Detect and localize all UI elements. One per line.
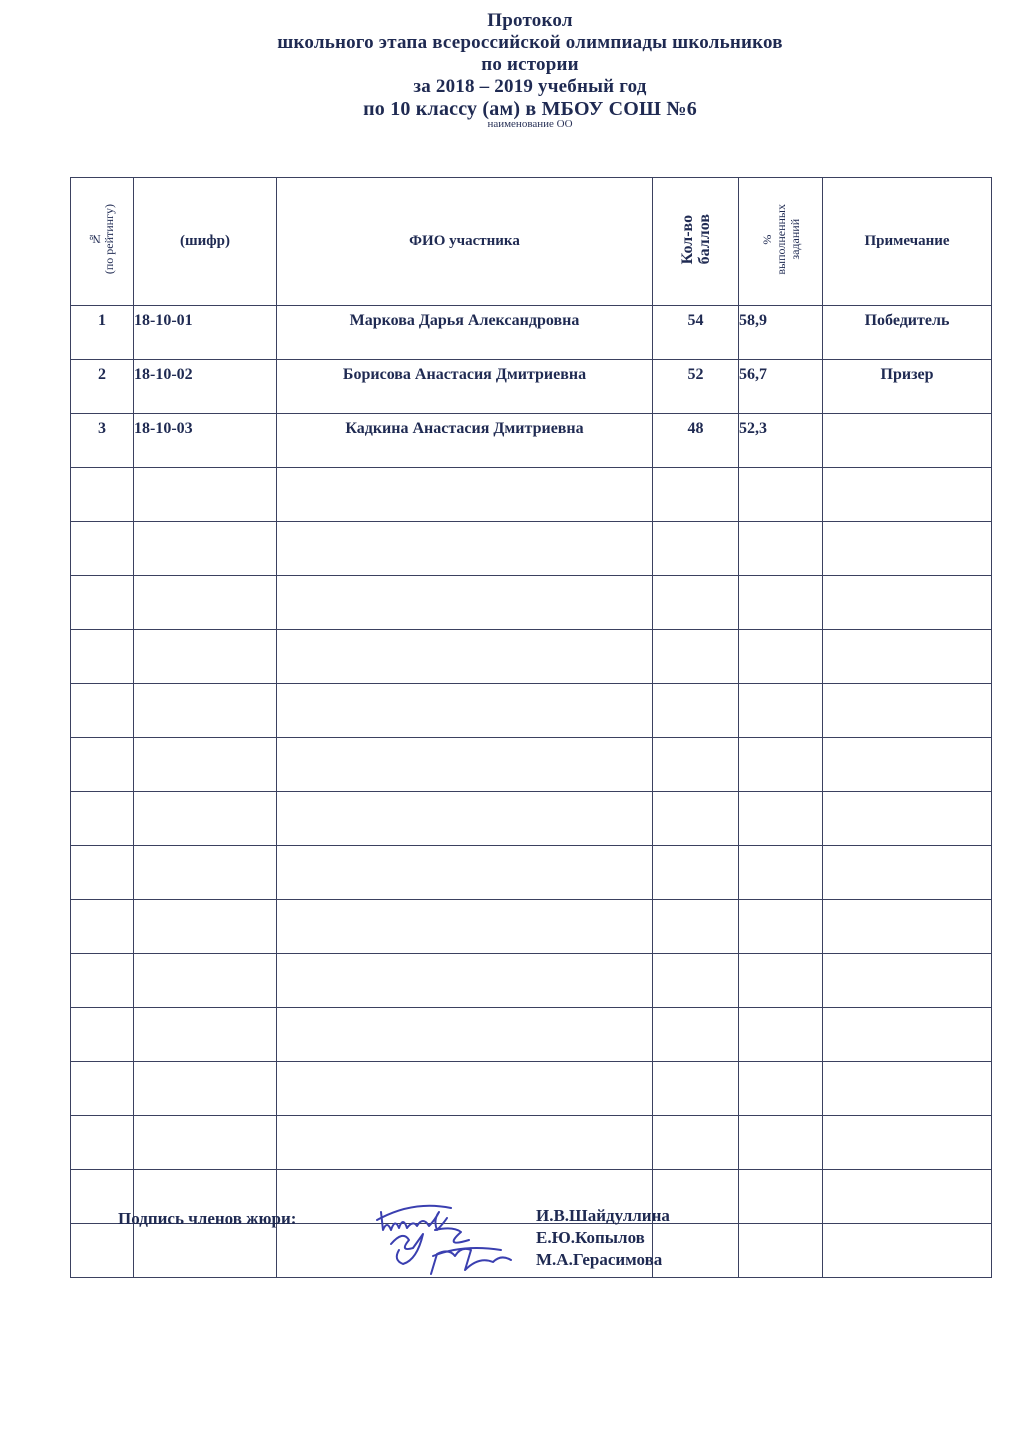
cell-score xyxy=(653,1116,739,1170)
table-row xyxy=(71,360,992,414)
cell-note xyxy=(823,1062,992,1116)
header-code xyxy=(134,178,277,306)
cell-percent xyxy=(739,1062,823,1116)
jury-member: М.А.Герасимова xyxy=(536,1250,663,1269)
cell-code xyxy=(134,1008,277,1062)
cell-score: 54 xyxy=(653,306,739,360)
header-line-stage: школьного этапа всероссийской олимпиады школьников xyxy=(277,32,783,53)
header-line-year: за 2018 – 2019 учебный год xyxy=(413,76,647,97)
cell-code xyxy=(134,1062,277,1116)
cell-rank: 3 xyxy=(71,414,134,468)
document-title: Протокол xyxy=(487,10,573,31)
header-note-label: Примечание xyxy=(864,233,950,249)
cell-rank xyxy=(71,522,134,576)
cell-score xyxy=(653,792,739,846)
table-row xyxy=(71,306,992,360)
header-percent xyxy=(739,178,823,306)
cell-percent xyxy=(739,738,823,792)
cell-note xyxy=(823,954,992,1008)
cell-rank xyxy=(71,468,134,522)
cell-score xyxy=(653,576,739,630)
cell-code xyxy=(134,630,277,684)
cell-note xyxy=(823,414,992,468)
header-name xyxy=(277,178,653,306)
cell-note: Призер xyxy=(823,360,992,414)
cell-rank xyxy=(71,684,134,738)
cell-rank xyxy=(71,1062,134,1116)
cell-code xyxy=(134,954,277,1008)
cell-code: 18-10-01 xyxy=(134,306,277,360)
cell-note xyxy=(823,576,992,630)
jury-member: Е.Ю.Копылов xyxy=(536,1228,645,1247)
cell-name: Кадкина Анастасия Дмитриевна xyxy=(277,414,653,468)
cell-percent: 56,7 xyxy=(739,360,823,414)
cell-note xyxy=(823,900,992,954)
cell-rank: 2 xyxy=(71,360,134,414)
cell-rank xyxy=(71,630,134,684)
cell-note xyxy=(823,738,992,792)
cell-code: 18-10-03 xyxy=(134,414,277,468)
cell-percent xyxy=(739,684,823,738)
cell-score xyxy=(653,1008,739,1062)
table-row-empty xyxy=(71,792,992,846)
jury-member: И.В.Шайдуллина xyxy=(536,1206,670,1225)
results-table xyxy=(70,177,992,1278)
cell-note xyxy=(823,1170,992,1224)
cell-rank xyxy=(71,1008,134,1062)
document-header xyxy=(150,10,910,130)
cell-percent: 58,9 xyxy=(739,306,823,360)
cell-rank: 1 xyxy=(71,306,134,360)
table-row-empty xyxy=(71,900,992,954)
table-row-empty xyxy=(71,846,992,900)
signature-label: Подпись членов жюри: xyxy=(118,1209,297,1228)
cell-name: Борисова Анастасия Дмитриевна xyxy=(277,360,653,414)
header-note xyxy=(823,178,992,306)
cell-score xyxy=(653,846,739,900)
cell-code xyxy=(134,522,277,576)
header-percent-label: % выполненных заданий xyxy=(759,203,802,275)
cell-name xyxy=(277,684,653,738)
jury-signatures xyxy=(118,1205,738,1305)
cell-name xyxy=(277,1008,653,1062)
cell-rank xyxy=(71,1116,134,1170)
header-caption: наименование ОО xyxy=(487,118,573,130)
cell-code xyxy=(134,468,277,522)
cell-name xyxy=(277,792,653,846)
cell-percent xyxy=(739,1008,823,1062)
cell-percent xyxy=(739,792,823,846)
cell-note xyxy=(823,522,992,576)
cell-name xyxy=(277,630,653,684)
cell-note xyxy=(823,468,992,522)
cell-rank xyxy=(71,792,134,846)
cell-name xyxy=(277,576,653,630)
cell-note xyxy=(823,1116,992,1170)
cell-rank xyxy=(71,576,134,630)
cell-percent xyxy=(739,954,823,1008)
cell-rank xyxy=(71,954,134,1008)
cell-name xyxy=(277,1116,653,1170)
cell-note xyxy=(823,1224,992,1278)
cell-percent xyxy=(739,630,823,684)
cell-name xyxy=(277,468,653,522)
header-score xyxy=(653,178,739,306)
cell-percent xyxy=(739,1224,823,1278)
cell-percent xyxy=(739,846,823,900)
cell-percent: 52,3 xyxy=(739,414,823,468)
table-row-empty xyxy=(71,576,992,630)
header-line-class-school: по 10 классу (ам) в МБОУ СОШ №6 xyxy=(363,98,697,120)
cell-percent xyxy=(739,576,823,630)
cell-score xyxy=(653,738,739,792)
header-code-label: (шифр) xyxy=(179,233,231,249)
cell-note xyxy=(823,1008,992,1062)
cell-name xyxy=(277,1062,653,1116)
cell-score xyxy=(653,684,739,738)
handwritten-signatures xyxy=(373,1190,533,1290)
table-row-empty xyxy=(71,630,992,684)
cell-note: Победитель xyxy=(823,306,992,360)
header-rank xyxy=(71,178,134,306)
cell-code xyxy=(134,684,277,738)
cell-code xyxy=(134,846,277,900)
cell-percent xyxy=(739,900,823,954)
cell-name xyxy=(277,846,653,900)
cell-score xyxy=(653,630,739,684)
table-row-empty xyxy=(71,684,992,738)
table-row-empty xyxy=(71,522,992,576)
cell-code xyxy=(134,576,277,630)
cell-rank xyxy=(71,900,134,954)
cell-name xyxy=(277,738,653,792)
cell-percent xyxy=(739,1116,823,1170)
cell-code xyxy=(134,1116,277,1170)
cell-name xyxy=(277,954,653,1008)
cell-name xyxy=(277,522,653,576)
cell-note xyxy=(823,846,992,900)
cell-score: 48 xyxy=(653,414,739,468)
table-body xyxy=(71,306,992,1278)
cell-code xyxy=(134,792,277,846)
table-row-empty xyxy=(71,1062,992,1116)
cell-percent xyxy=(739,522,823,576)
table-row-empty xyxy=(71,1116,992,1170)
cell-rank xyxy=(71,738,134,792)
cell-score xyxy=(653,954,739,1008)
cell-note xyxy=(823,630,992,684)
table-row-empty xyxy=(71,1008,992,1062)
cell-percent xyxy=(739,468,823,522)
table-row-empty xyxy=(71,738,992,792)
cell-percent xyxy=(739,1170,823,1224)
cell-rank xyxy=(71,846,134,900)
header-name-label: ФИО участника xyxy=(409,233,520,249)
table-row-empty xyxy=(71,468,992,522)
cell-code xyxy=(134,738,277,792)
cell-note xyxy=(823,684,992,738)
cell-score xyxy=(653,468,739,522)
header-score-label: Кол-во баллов xyxy=(678,213,713,265)
jury-member-list xyxy=(536,1205,670,1271)
header-line-subject: по истории xyxy=(481,54,579,75)
cell-note xyxy=(823,792,992,846)
cell-name: Маркова Дарья Александровна xyxy=(277,306,653,360)
table-row xyxy=(71,414,992,468)
cell-score xyxy=(653,522,739,576)
table-header-row xyxy=(71,178,992,306)
cell-name xyxy=(277,900,653,954)
cell-score xyxy=(653,1062,739,1116)
cell-score: 52 xyxy=(653,360,739,414)
table-row-empty xyxy=(71,954,992,1008)
cell-score xyxy=(653,900,739,954)
cell-code xyxy=(134,900,277,954)
cell-code: 18-10-02 xyxy=(134,360,277,414)
header-rank-label: № (по рейтингу) xyxy=(88,203,116,275)
